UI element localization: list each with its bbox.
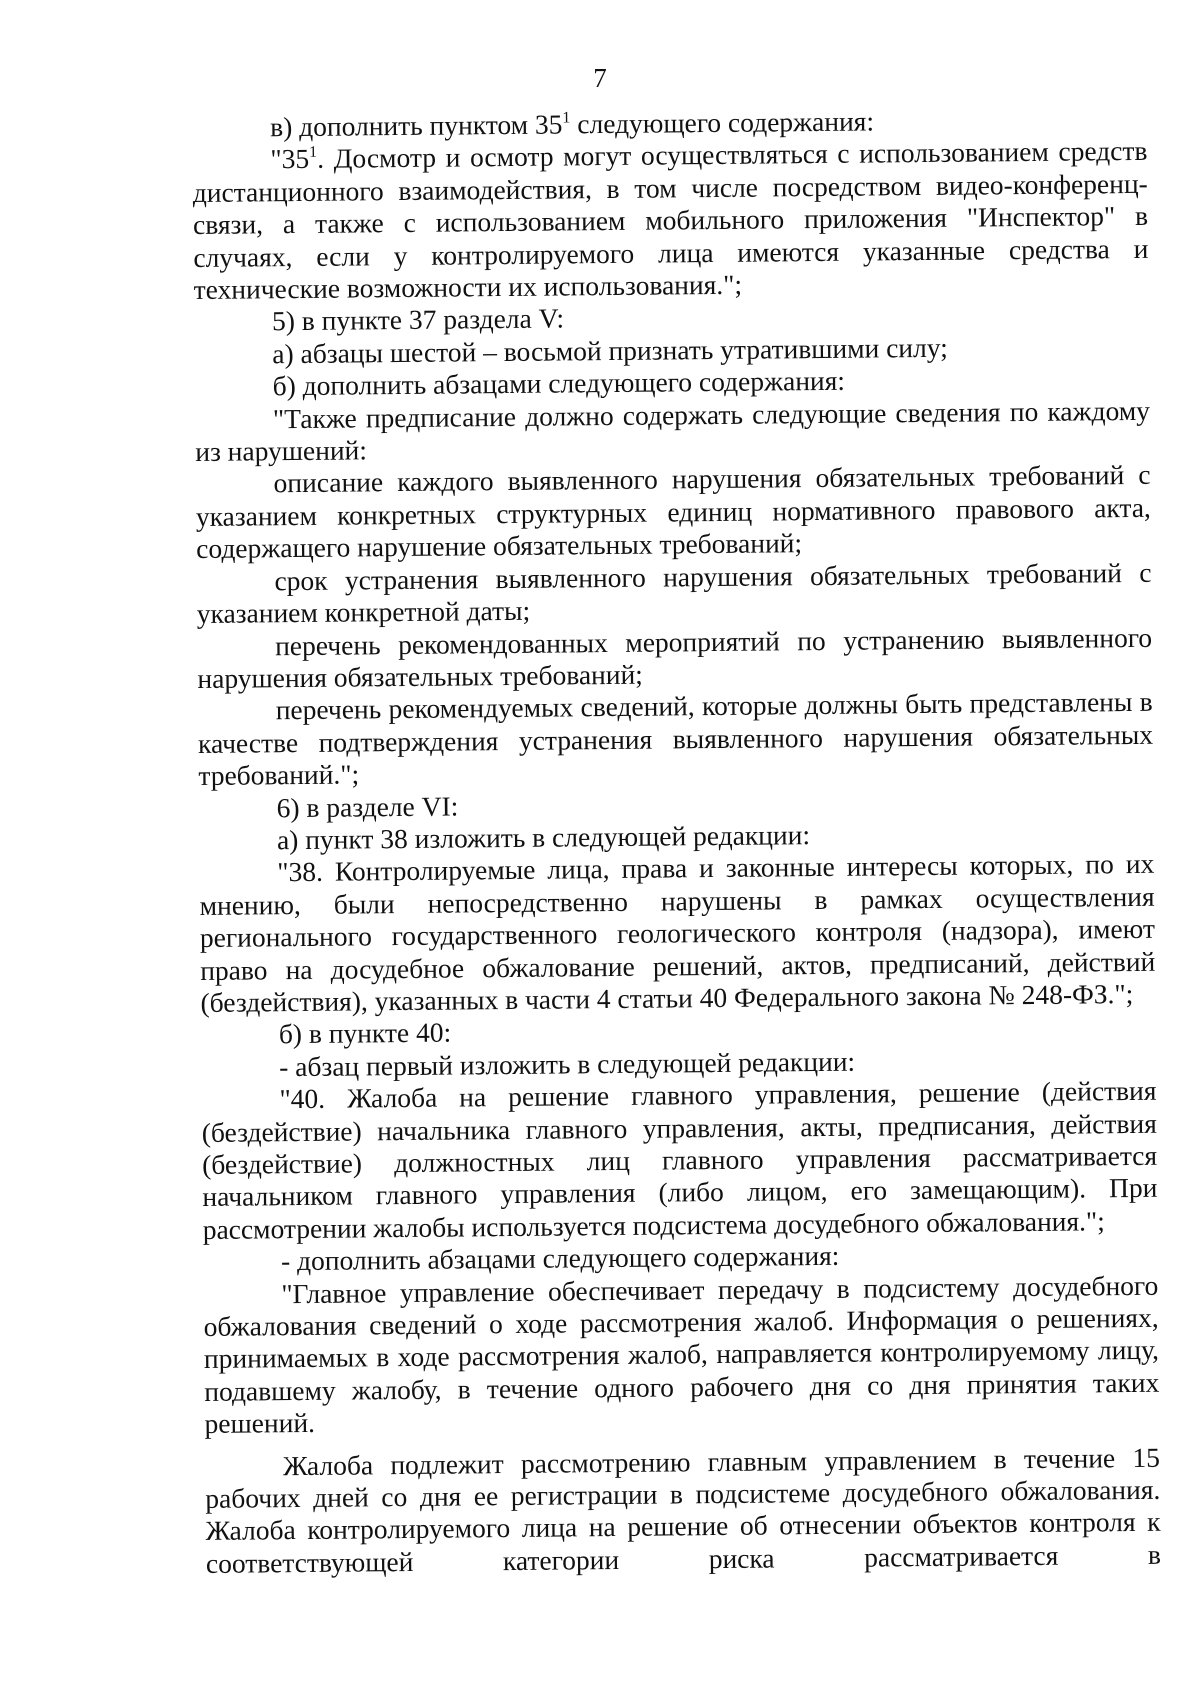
paragraph-9: перечень рекомендованных мероприятий по устранению выявленного нарушения обязательных требований;	[197, 621, 1153, 694]
paragraph-15: - абзац первый изложить в следующей редакции:	[279, 1045, 856, 1082]
paragraph-8: срок устранения выявленного нарушения обязательных требований с указанием конкретной даты;	[196, 556, 1152, 630]
paragraph-6: "Также предписание должно содержать следующие сведения по каждому из нарушений:	[195, 394, 1151, 468]
paragraph-7: описание каждого выявленного нарушения обязательных требований с указанием конкретных структурных единиц нормативного правового акта, содержащего нарушение обязательных требований;	[195, 459, 1151, 565]
paragraph-5: б) дополнить абзацами следующего содержания:	[272, 364, 846, 402]
paragraph-2: "$35^1$. Досмотр и осмотр могут осуществляться с использованием средств дистанционного взаимодействия, в том числе посредством видео-конференц-связи, а также с использованием мобильного приложения "Инспектор" в случаях, если у контролируемого лица имеются указанные средства и технические возможности их использования.";	[192, 135, 1149, 306]
paragraph-19: Жалоба подлежит рассмотрению главным управлением в течение 15 рабочих дней со дня ее регистрации в подсистеме досудебного обжалования. Жалоба контролируемого лица на решение об отнесении объектов контроля к соответствующей категории риска рассматривается в	[205, 1441, 1162, 1579]
paragraph-1: в) дополнить пунктом $35^1$ следующего содержания:	[269, 105, 875, 143]
paragraph-3: 5) в пункте 37 раздела V:	[271, 302, 565, 337]
paragraph-16: "40. Жалоба на решение главного управления, решение (действия (бездействие) начальника главного управления, акты, предписания, действия (бездействие) должностных лиц главного управления рассматривается начальником главного управления (либо лицом, его замещающим). При рассмотрении жалобы используется подсистема досудебного обжалования.";	[201, 1074, 1158, 1245]
paragraph-11: 6) в разделе VI:	[276, 790, 459, 823]
paragraph-14: б) в пункте 40:	[278, 1016, 452, 1050]
superscript: 1	[309, 144, 318, 162]
document-body	[192, 103, 1161, 1580]
paragraph-18: "Главное управление обеспечивает передачу в подсистему досудебного обжалования сведений о ходе рассмотрения жалоб. Информация о решениях, принимаемых в ходе рассмотрения жалоб, направляется контролируемому лицу, подавшему жалобу, в течение одного рабочего дня со дня принятия таких решений.	[203, 1269, 1160, 1440]
paragraph-17: - дополнить абзацами следующего содержания:	[280, 1240, 840, 1277]
page-number: 7	[593, 63, 607, 93]
superscript: 1	[562, 109, 571, 127]
paragraph-4: а) абзацы шестой – восьмой признать утратившими силу;	[272, 331, 948, 370]
paragraph-12: а) пункт 38 изложить в следующей редакции:	[276, 819, 811, 856]
paragraph-10: перечень рекомендуемых сведений, которые должны быть представлены в качестве подтверждения устранения выявленного нарушения обязательных требований.";	[197, 686, 1154, 792]
paragraph-13: "38. Контролируемые лица, права и законные интересы которых, по их мнению, были непосредственно нарушены в рамках осуществления регионального государственного геологического контроля (надзора), имеют право на досудебное обжалование решений, актов, предписаний, действий (бездействия), указанных в части 4 статьи 40 Федерального закона № 248-ФЗ.";	[199, 848, 1156, 1018]
